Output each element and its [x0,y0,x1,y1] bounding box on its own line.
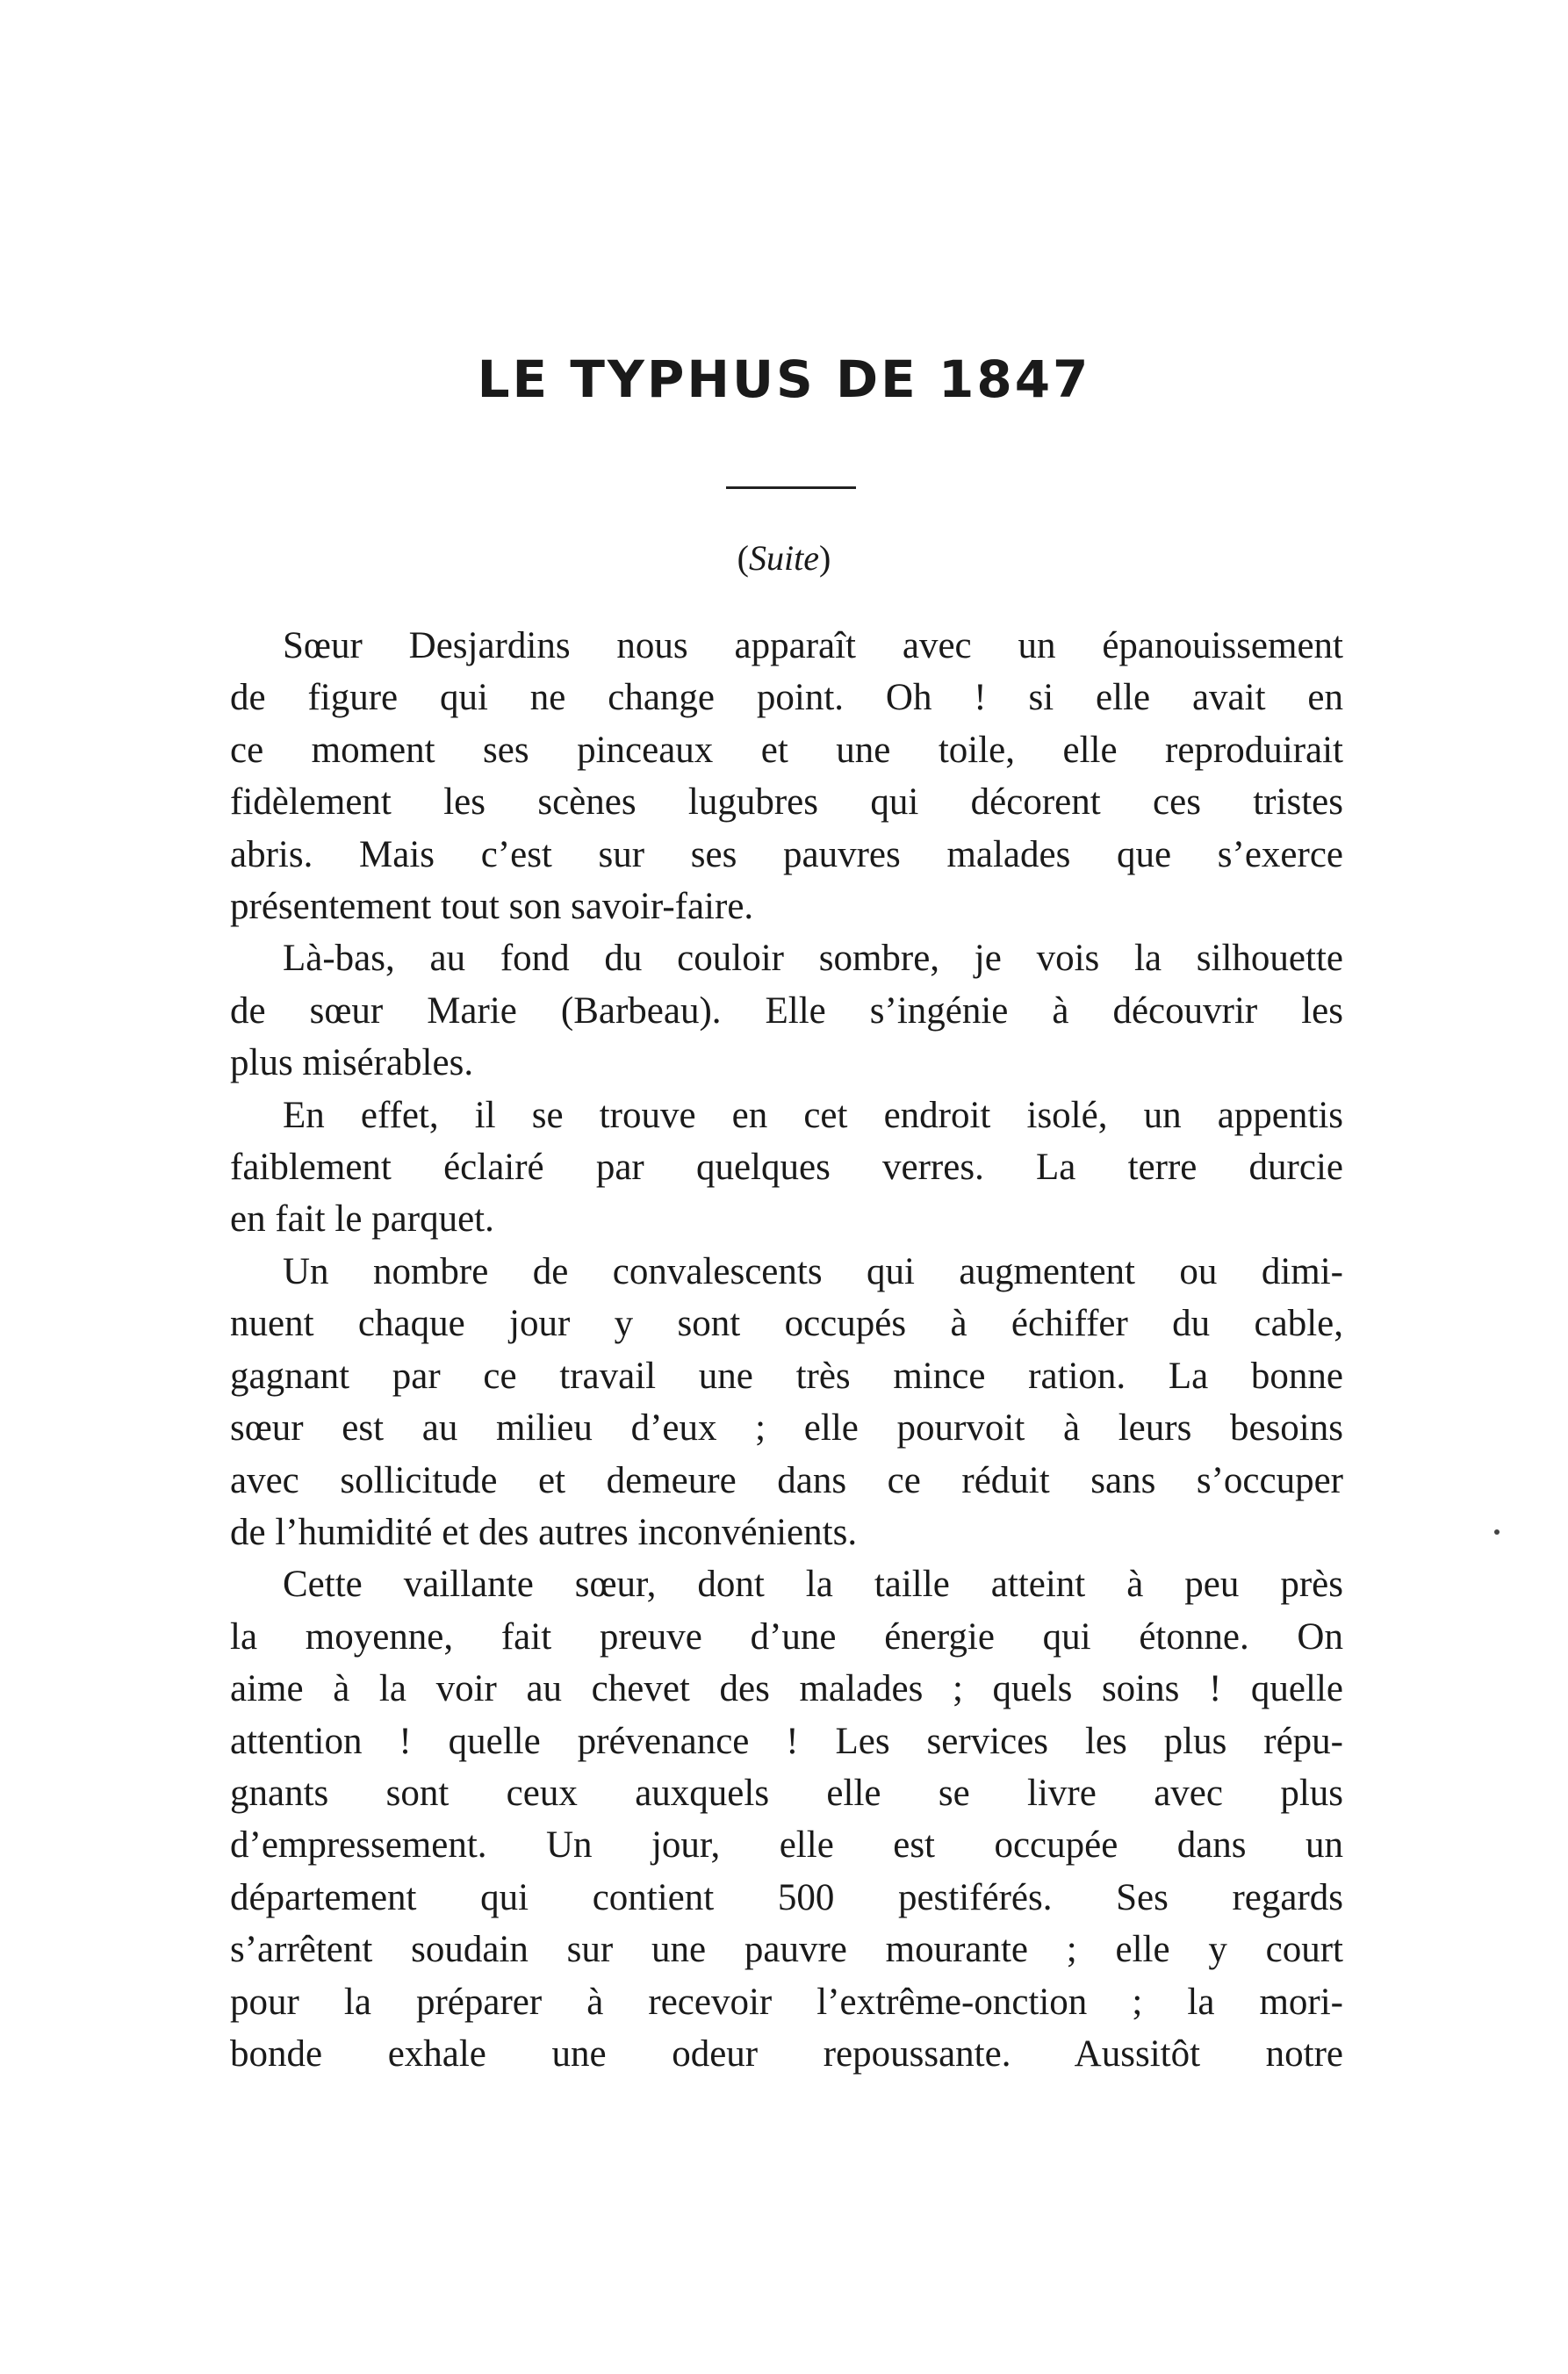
text-line: département qui contient 500 pestiférés. Ses regards [230,1876,1343,1918]
title-divider [726,486,856,489]
subtitle-text: Suite [749,538,819,578]
subtitle [0,537,1568,579]
text-line: gnants sont ceux auxquels elle se livre avec plus [230,1772,1343,1814]
text-line: s’arrêtent soudain sur une pauvre mourante ; elle y court [230,1929,1343,1971]
paragraph [230,932,1343,1089]
text-line: de figure qui ne change point. Oh ! si elle avait en [230,677,1343,719]
text-line: bonde exhale une odeur repoussante. Aussitôt notre [230,2032,1343,2075]
text-line: de sœur Marie (Barbeau). Elle s’ingénie à découvrir les [230,989,1343,1032]
subtitle-close-paren: ) [818,538,831,578]
text-line: aime à la voir au chevet des malades ; quels soins ! quelle [230,1668,1343,1710]
text-line: En effet, il se trouve en cet endroit isolé, un appentis [283,1094,1343,1136]
body-text [230,620,1343,2080]
text-line: nuent chaque jour y sont occupés à échiffer du cable, [230,1303,1343,1345]
text-line: sœur est au milieu d’eux ; elle pourvoit à leurs besoins [230,1407,1343,1450]
paragraph [230,1246,1343,1558]
paragraph [230,1558,1343,2080]
text-line: plus misérables. [230,1042,474,1084]
text-line: présentement tout son savoir-faire. [230,886,754,928]
text-line: attention ! quelle prévenance ! Les services les plus répu- [230,1720,1343,1762]
text-line: Un nombre de convalescents qui augmentent ou dimi- [283,1250,1343,1292]
text-line: Cette vaillante sœur, dont la taille atteint à peu près [283,1564,1343,1606]
text-line: Là-bas, au fond du couloir sombre, je vois la silhouette [283,938,1343,980]
subtitle-open-paren: ( [737,538,749,578]
text-line: en fait le parquet. [230,1198,494,1241]
text-line: pour la préparer à recevoir l’extrême-onction ; la mori- [230,1981,1343,2023]
text-line: ce moment ses pinceaux et une toile, elle reproduirait [230,729,1343,771]
page-title: LE TYPHUS DE 1847 [477,349,1091,409]
text-line: de l’humidité et des autres inconvénients. [230,1511,858,1553]
text-line: avec sollicitude et demeure dans ce réduit sans s’occuper [230,1459,1343,1501]
paragraph [230,620,1343,932]
text-line: Sœur Desjardins nous apparaît avec un épanouissement [283,625,1343,666]
text-line: d’empressement. Un jour, elle est occupée dans un [230,1824,1343,1867]
scan-speck [1494,1529,1500,1535]
text-line: abris. Mais c’est sur ses pauvres malades que s’exerce [230,833,1343,875]
text-line: fidèlement les scènes lugubres qui décorent ces tristes [230,781,1343,824]
paragraph [230,1090,1343,1246]
text-line: faiblement éclairé par quelques verres. La terre durcie [230,1147,1343,1189]
text-line: gagnant par ce travail une très mince ration. La bonne [230,1355,1343,1397]
text-line: la moyenne, fait preuve d’une énergie qui étonne. On [230,1615,1343,1658]
